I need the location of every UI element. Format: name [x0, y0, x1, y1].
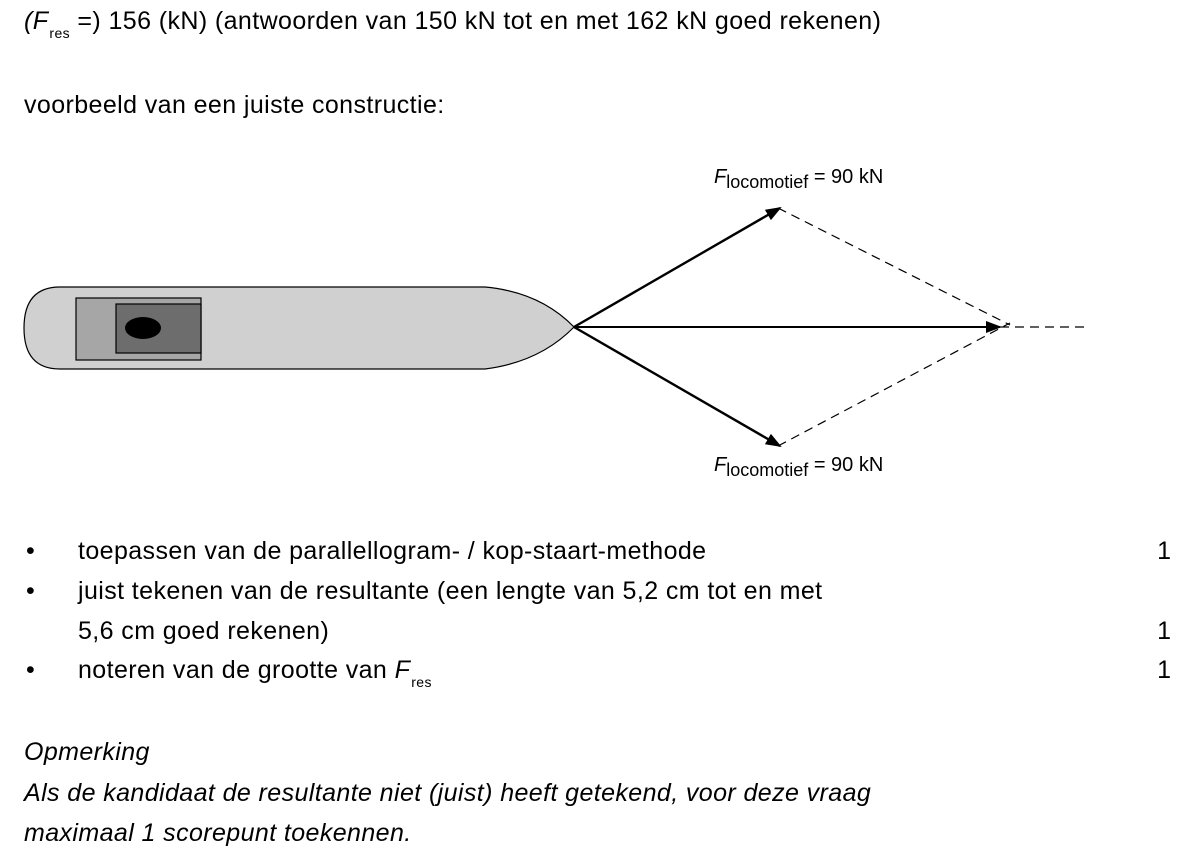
- criterion-3-points: 1: [1157, 656, 1171, 684]
- force-label-top-subscript: locomotief: [726, 172, 809, 192]
- criterion-1-text: toepassen van de parallellogram- / kop-staart-methode: [78, 537, 707, 565]
- answer-subscript: res: [49, 25, 71, 41]
- remark-line-1: Als de kandidaat de resultante niet (juist) heeft getekend, voor deze vraag: [24, 779, 872, 807]
- example-heading: voorbeeld van een juiste constructie:: [24, 91, 445, 119]
- criterion-2-text-line1: juist tekenen van de resultante (een lengte van 5,2 cm tot en met: [78, 577, 823, 605]
- criterion-3-text-main: noteren van de grootte van: [78, 656, 395, 684]
- answer-text: =) 156 (kN) (antwoorden van 150 kN tot en met 162 kN goed rekenen): [70, 7, 882, 35]
- dashed-line-bottom: [778, 323, 1010, 446]
- force-arrow-bottom: [574, 327, 780, 446]
- criterion-2-bullet: •: [26, 577, 36, 605]
- force-label-top-symbol: F: [714, 166, 727, 188]
- remark-title: Opmerking: [24, 738, 150, 766]
- criterion-1-bullet: •: [26, 537, 36, 565]
- force-label-bottom: [714, 453, 884, 480]
- criterion-2-points: 1: [1157, 617, 1171, 645]
- criterion-3-symbol: F: [394, 656, 411, 684]
- force-label-bottom-value: = 90 kN: [808, 454, 884, 476]
- force-label-bottom-subscript: locomotief: [726, 460, 809, 480]
- force-label-bottom-symbol: F: [714, 454, 727, 476]
- criterion-3-subscript: res: [411, 674, 432, 690]
- force-arrow-top: [574, 208, 780, 327]
- criterion-3-bullet: •: [26, 656, 36, 684]
- criterion-3-text: [78, 655, 432, 688]
- ship-oval: [125, 317, 161, 339]
- criterion-2-text-line2: 5,6 cm goed rekenen): [78, 617, 330, 645]
- remark-line-2: maximaal 1 scorepunt toekennen.: [24, 819, 412, 847]
- criterion-1-points: 1: [1157, 537, 1171, 565]
- force-label-top-value: = 90 kN: [808, 166, 884, 188]
- dashed-line-top: [778, 208, 1010, 325]
- answer-symbol: F: [32, 7, 49, 35]
- answer-open-paren: (: [24, 7, 33, 35]
- force-label-top: [714, 165, 884, 192]
